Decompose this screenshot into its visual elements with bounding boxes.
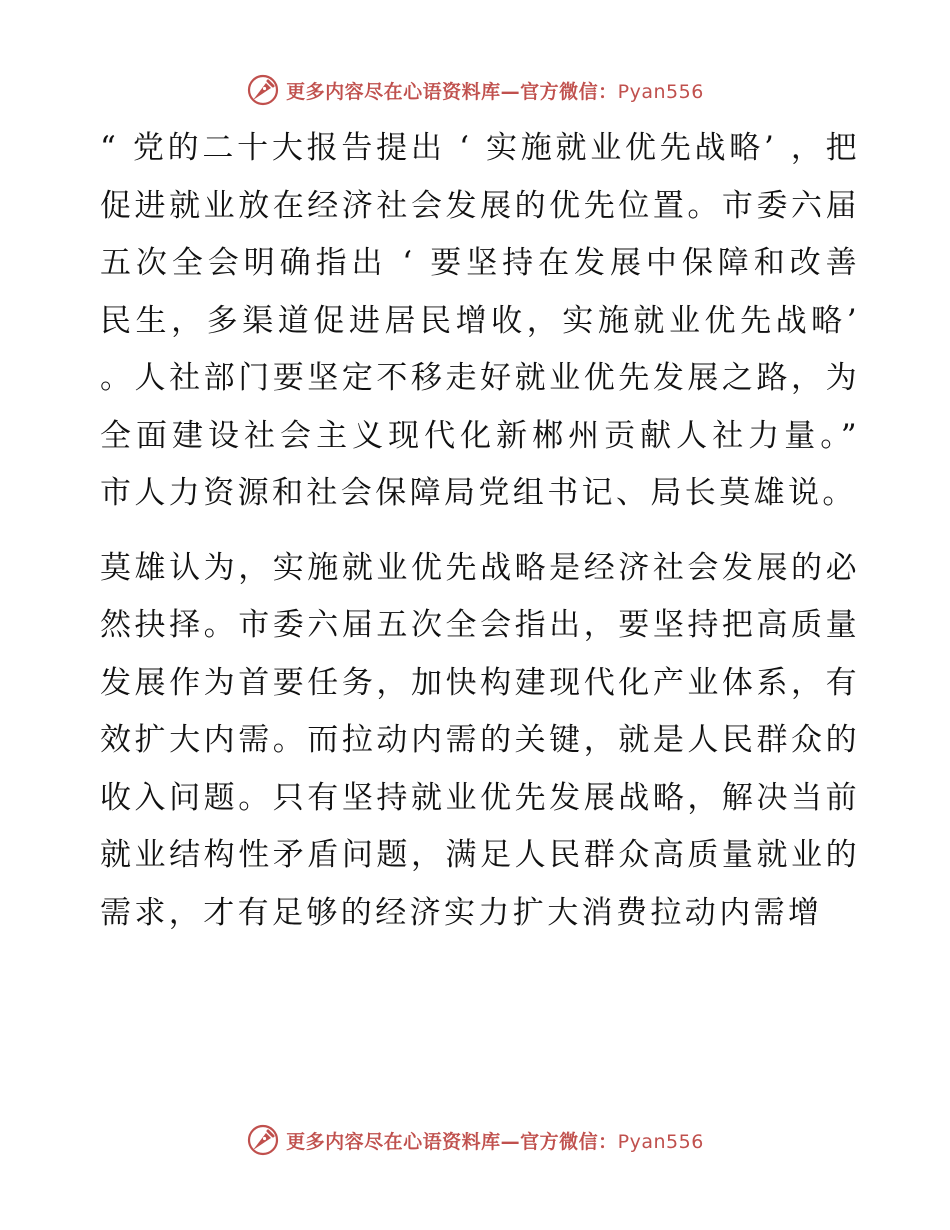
header-banner bbox=[0, 70, 950, 110]
header-wechat-id: Pyan556 bbox=[617, 80, 704, 103]
footer-banner-label: 更多内容尽在心语资料库—官方微信： bbox=[286, 1130, 618, 1153]
pen-nib-icon bbox=[246, 73, 280, 107]
header-banner-text bbox=[286, 77, 704, 104]
paragraph-1: “ 党的二十大报告提出 ‘ 实施就业优先战略’ ，把促进就业放在经济社会发展的优先位置。市委六届五次全会明确指出 ‘ 要坚持在发展中保障和改善民生，多渠道促进居民增收，实施就业优先战略’ 。人社部门要坚定不移走好就业优先发展之路，为全面建设社会主义现代化新郴州贡献人社力量。” 市人力资源和社会保障局党组书记、局长莫雄说。 bbox=[100, 130, 860, 511]
footer-banner bbox=[0, 1120, 950, 1160]
pen-nib-icon bbox=[246, 1123, 280, 1157]
article-body bbox=[100, 120, 860, 942]
footer-banner-text bbox=[286, 1127, 704, 1154]
paragraph-2: 莫雄认为，实施就业优先战略是经济社会发展的必然抉择。市委六届五次全会指出，要坚持把高质量发展作为首要任务，加快构建现代化产业体系，有效扩大内需。而拉动内需的关键，就是人民群众的收入问题。只有坚持就业优先发展战略，解决当前就业结构性矛盾问题，满足人民群众高质量就业的需求，才有足够的经济实力扩大消费拉动内需增 bbox=[100, 549, 860, 931]
footer-wechat-id: Pyan556 bbox=[617, 1130, 704, 1153]
header-banner-label: 更多内容尽在心语资料库—官方微信： bbox=[286, 80, 618, 103]
